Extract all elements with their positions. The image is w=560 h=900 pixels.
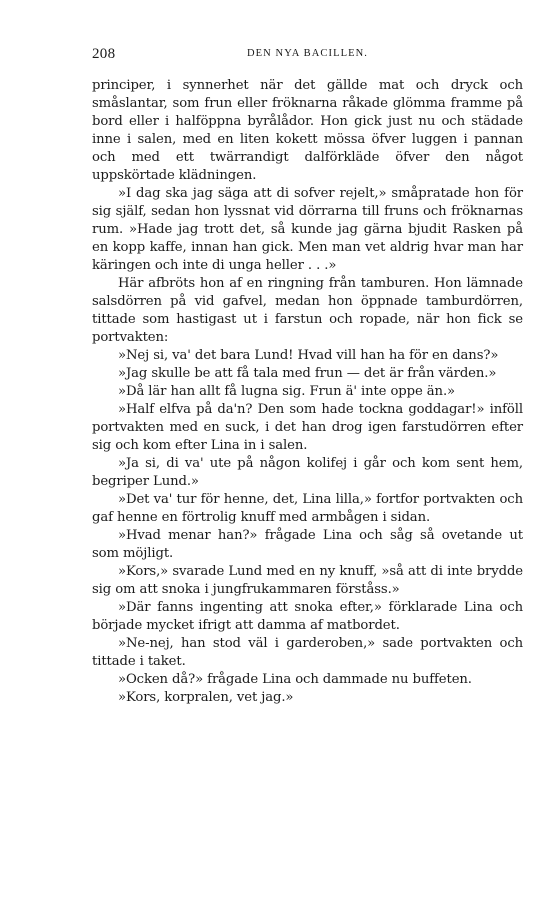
body-text: [92, 77, 523, 707]
paragraph: »I dag ska jag säga att di sofver rejelt,» småpratade hon för sig själf, sedan hon lyssnat vid dörrarna till fruns och fröknarnas rum. »Hade jag trott det, så kunde jag gärna bjudit Rasken på en kopp kaffe, innan han gick. Men man vet aldrig hvar man har käringen och inte di unga heller . . .»: [92, 186, 523, 273]
paragraph: »Ja si, di va' ute på någon kolifej i går och kom sent hem, begriper Lund.»: [92, 456, 523, 489]
running-title: DEN NYA BACILLEN.: [246, 48, 369, 59]
paragraph: »Jag skulle be att få tala med frun — det är från värden.»: [118, 366, 497, 381]
paragraph: »Hvad menar han?» frågade Lina och såg så ovetande ut som möjligt.: [92, 528, 523, 561]
paragraph: »Kors, korpralen, vet jag.»: [118, 690, 294, 705]
paragraph: »Nej si, va' det bara Lund! Hvad vill han ha för en dans?»: [118, 348, 499, 363]
paragraph: Här afbröts hon af en ringning från tamburen. Hon lämnade salsdörren på vid gafvel, medan hon öppnade tamburdörren, tittade som hastigast ut i farstun och ropade, när hon fick se portvakten:: [92, 276, 523, 345]
paragraph: »Där fanns ingenting att snoka efter,» förklarade Lina och började mycket ifrigt att damma af matbordet.: [92, 600, 523, 633]
paragraph: »Det va' tur för henne, det, Lina lilla,» fortfor portvakten och gaf henne en förtrolig knuff med armbågen i sidan.: [92, 492, 523, 525]
paragraph: »Ne-nej, han stod väl i garderoben,» sade portvakten och tittade i taket.: [92, 636, 523, 669]
running-head: [92, 46, 523, 66]
paragraph: »Ocken då?» frågade Lina och dammade nu buffeten.: [118, 672, 472, 687]
page-number: 208: [92, 46, 116, 62]
paragraph: »Då lär han allt få lugna sig. Frun ä' inte oppe än.»: [118, 384, 456, 399]
paragraph: principer, i synnerhet när det gällde mat och dryck och småslantar, som frun eller fröknarna råkade glömma framme på bord eller i halföppna byrålådor. Hon gick just nu och städade inne i salen, med en liten kokett mössa öfver luggen i pannan och med ett twärrandigt dalförkläde öfver den något uppskörtade klädningen.: [92, 78, 523, 183]
paragraph: »Half elfva på da'n? Den som hade tockna goddagar!» inföll portvakten med en suck, i det han drog igen farstudörren efter sig och kom efter Lina in i salen.: [92, 402, 523, 453]
paragraph: »Kors,» svarade Lund med en ny knuff, »så att di inte brydde sig om att snoka i jungfrukammaren förståss.»: [92, 564, 523, 597]
